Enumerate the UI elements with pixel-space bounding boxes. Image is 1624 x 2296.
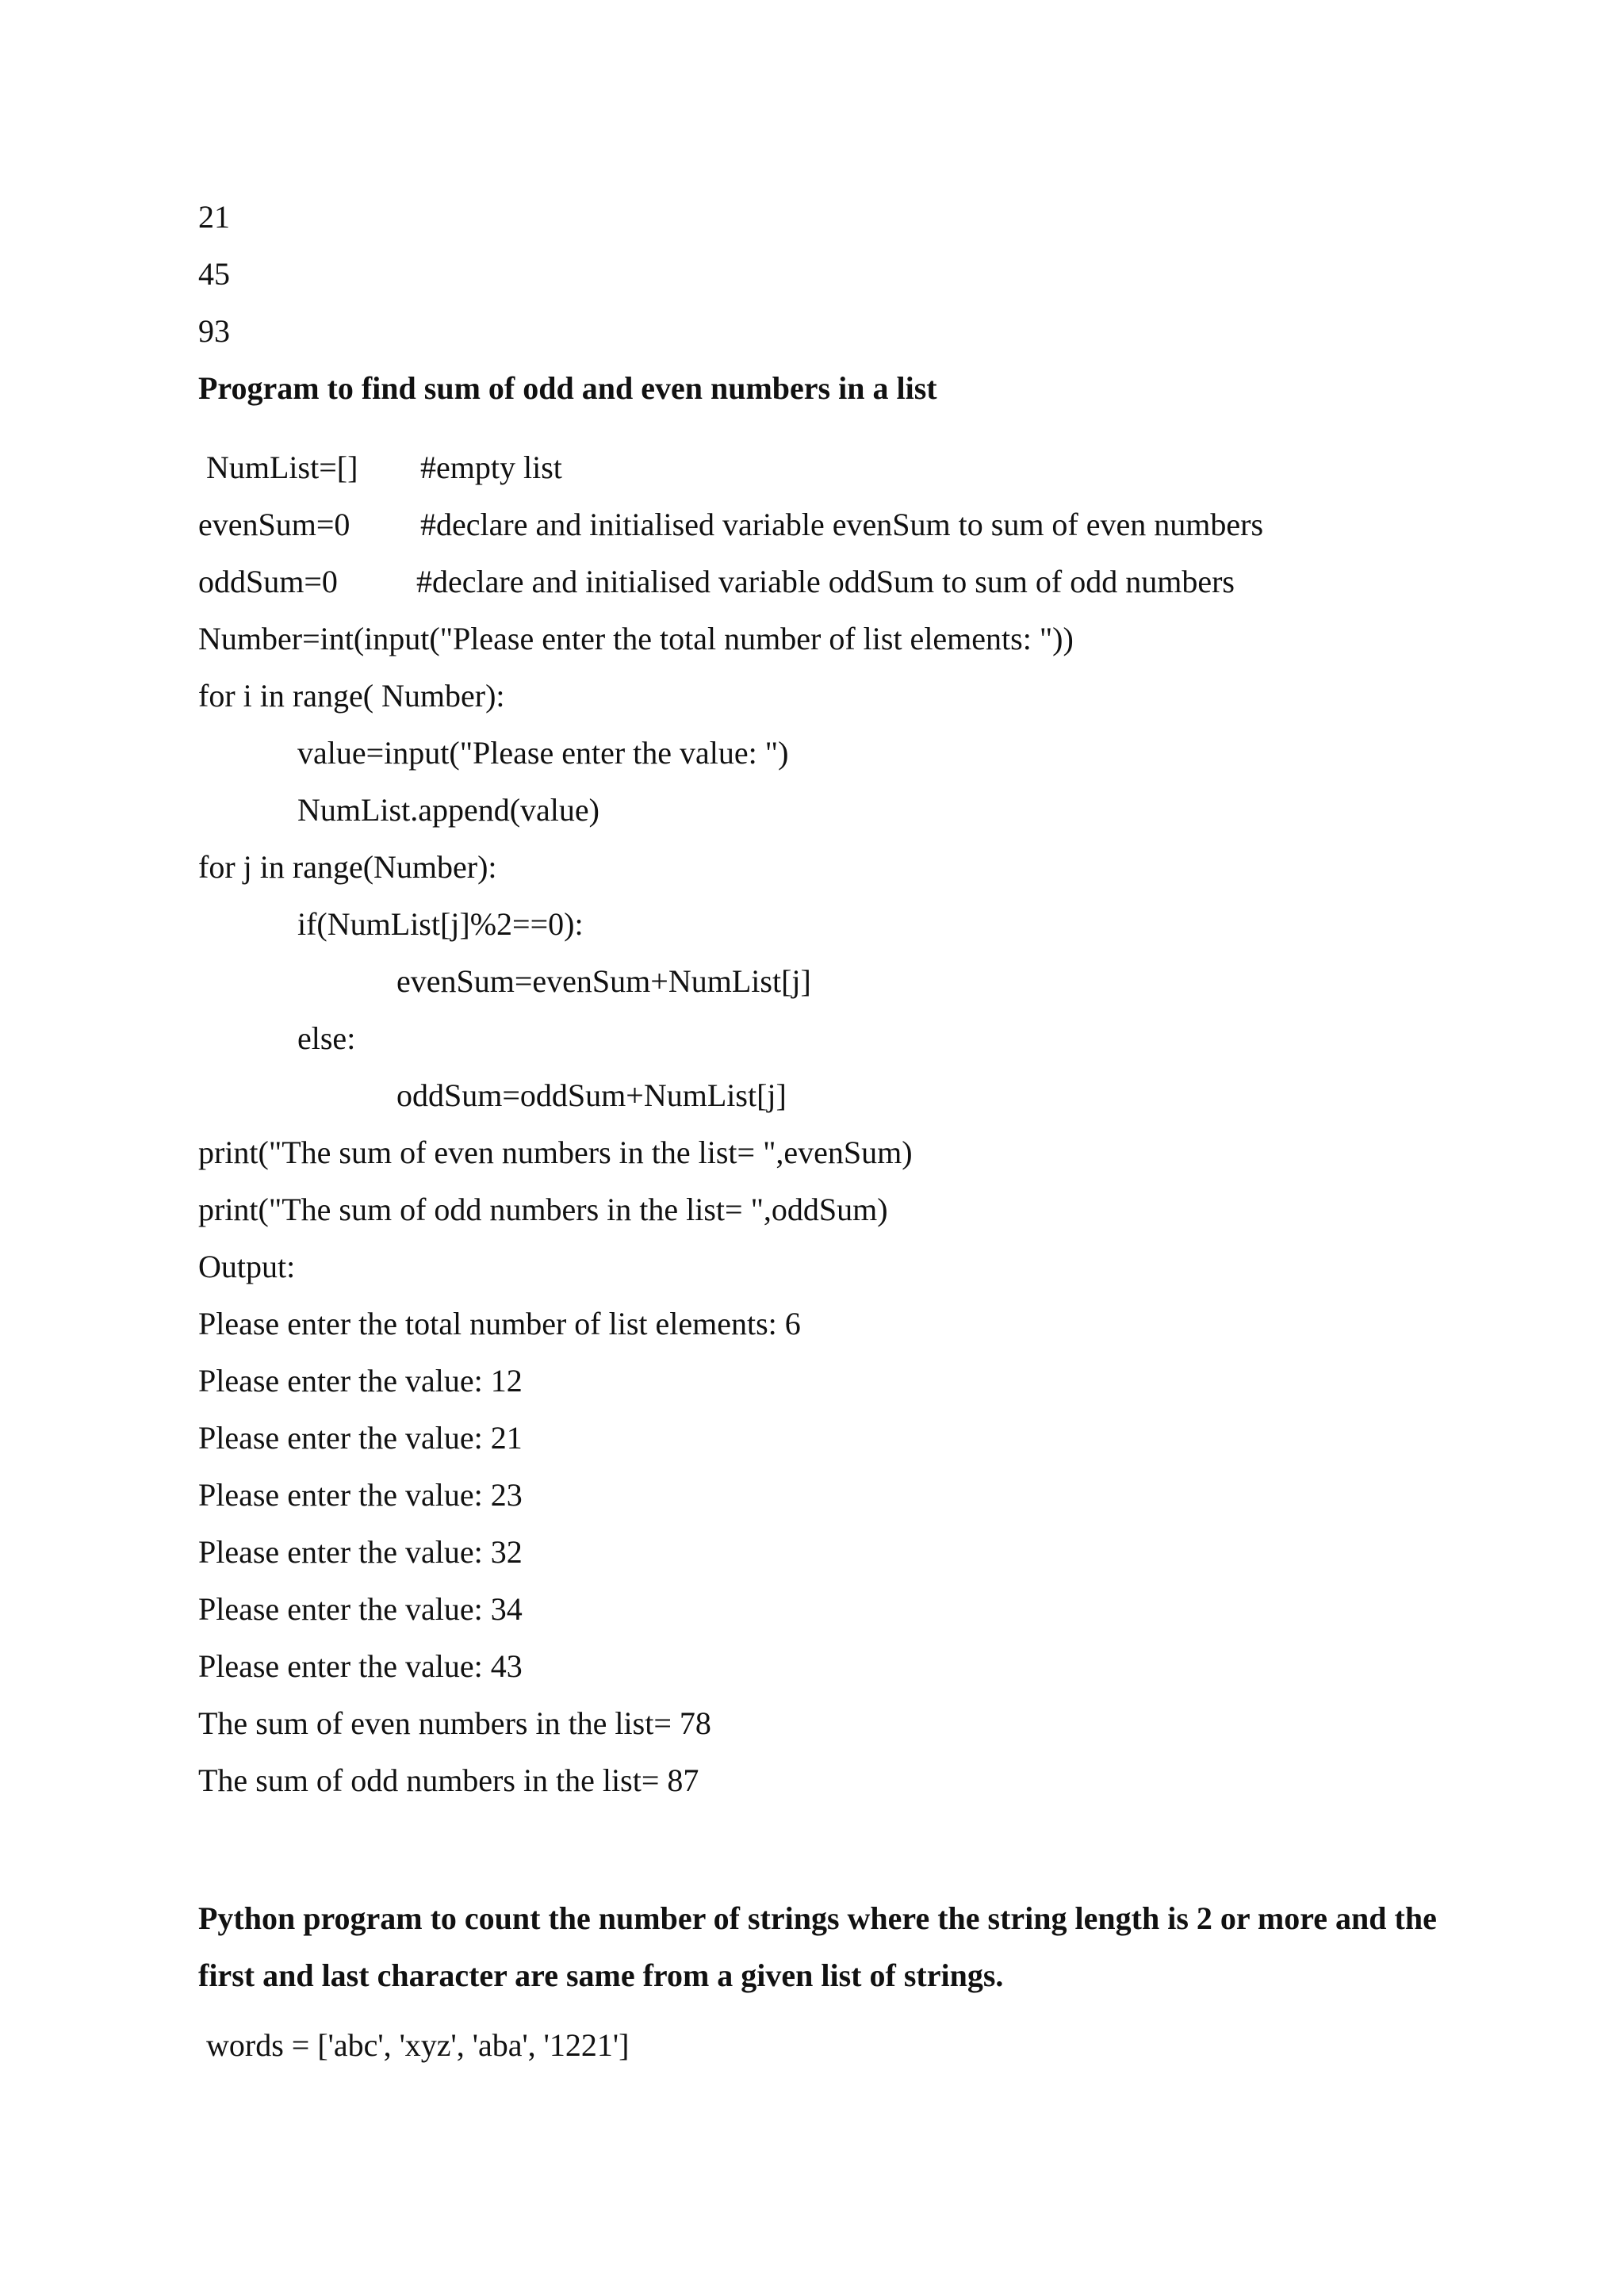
value-line: 21 <box>198 199 230 235</box>
output-line: Please enter the value: 32 <box>198 1534 523 1570</box>
code-line: else: <box>297 1020 356 1056</box>
code-line: for i in range( Number): <box>198 678 505 714</box>
code-comment: #declare and initialised variable oddSum to sum of odd numbers <box>416 564 1235 599</box>
value-line: 45 <box>198 256 230 292</box>
code-comment: #empty list <box>420 450 562 485</box>
code-line: Number=int(input("Please enter the total number of list elements: ")) <box>198 621 1074 656</box>
output-line: Please enter the value: 34 <box>198 1591 523 1627</box>
code-line: words = ['abc', 'xyz', 'aba', '1221'] <box>198 2027 630 2063</box>
code-line: for j in range(Number): <box>198 849 497 885</box>
output-line: Please enter the value: 12 <box>198 1363 523 1399</box>
output-label: Output: <box>198 1249 296 1284</box>
code-line: oddSum=0 <box>198 564 338 599</box>
value-line: 93 <box>198 313 230 349</box>
section-heading: Python program to count the number of strings where the string length is 2 or more and the first and last character are same from a given list of strings. <box>198 1900 1437 1993</box>
code-comment: #declare and initialised variable evenSum to sum of even numbers <box>420 507 1264 542</box>
code-line: NumList.append(value) <box>297 792 599 828</box>
output-line: The sum of odd numbers in the list= 87 <box>198 1762 699 1798</box>
code-line: evenSum=evenSum+NumList[j] <box>396 963 811 999</box>
output-line: The sum of even numbers in the list= 78 <box>198 1705 711 1741</box>
output-line: Please enter the value: 23 <box>198 1477 523 1513</box>
code-line: oddSum=oddSum+NumList[j] <box>396 1077 787 1113</box>
code-line: evenSum=0 <box>198 507 350 542</box>
output-line: Please enter the value: 43 <box>198 1648 523 1684</box>
code-line: print("The sum of odd numbers in the list= ",oddSum) <box>198 1192 888 1227</box>
output-line: Please enter the total number of list elements: 6 <box>198 1306 801 1341</box>
code-line: if(NumList[j]%2==0): <box>297 906 584 942</box>
code-line: value=input("Please enter the value: ") <box>297 735 789 771</box>
output-line: Please enter the value: 21 <box>198 1420 523 1456</box>
section-heading: Program to find sum of odd and even numbers in a list <box>198 370 937 406</box>
code-line: print("The sum of even numbers in the list= ",evenSum) <box>198 1135 913 1170</box>
code-line: NumList=[] <box>198 450 358 485</box>
